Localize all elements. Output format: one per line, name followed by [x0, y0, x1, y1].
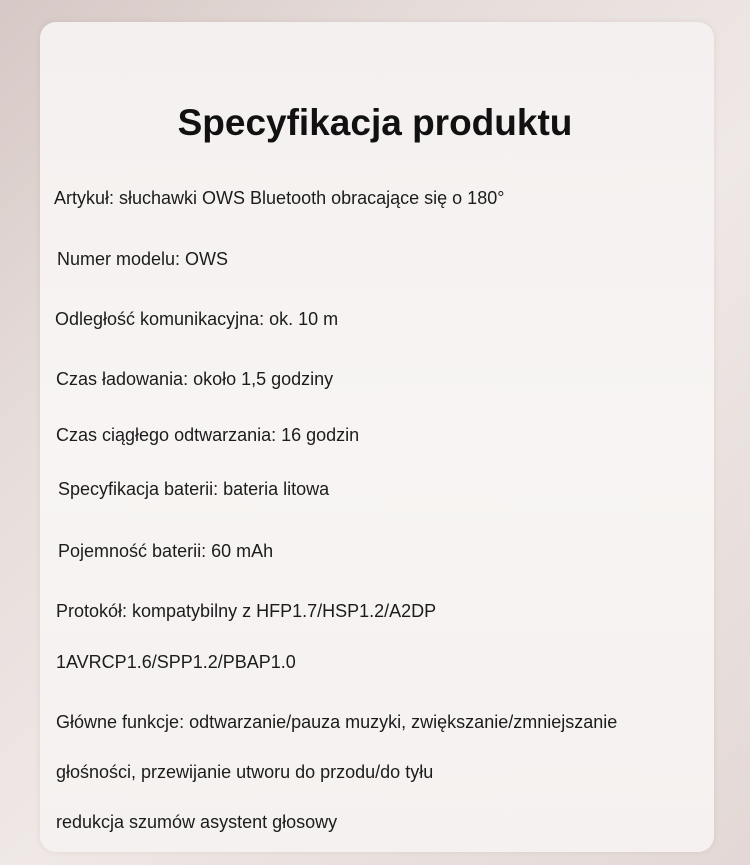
spec-line-charging-time: Czas ładowania: około 1,5 godziny	[56, 369, 334, 389]
page-title: Specyfikacja produktu	[177, 102, 573, 143]
spec-line-battery-type: Specyfikacja baterii: bateria litowa	[58, 479, 330, 499]
spec-line-protocol-cont: 1AVRCP1.6/SPP1.2/PBAP1.0	[56, 652, 296, 672]
spec-line-functions-extra: redukcja szumów asystent głosowy	[56, 812, 338, 832]
spec-line-functions: Główne funkcje: odtwarzanie/pauza muzyki, zwiększanie/zmniejszanie	[56, 712, 618, 732]
spec-line-functions-cont: głośności, przewijanie utworu do przodu/do tyłu	[56, 762, 434, 782]
spec-line-article: Artykuł: słuchawki OWS Bluetooth obracające się o 180°	[54, 188, 505, 208]
spec-line-playback-time: Czas ciągłego odtwarzania: 16 godzin	[56, 425, 360, 445]
spec-line-range: Odległość komunikacyjna: ok. 10 m	[55, 309, 339, 329]
spec-line-model: Numer modelu: OWS	[57, 249, 229, 269]
spec-line-battery-capacity: Pojemność baterii: 60 mAh	[58, 541, 274, 561]
spec-line-protocol: Protokół: kompatybilny z HFP1.7/HSP1.2/A2DP	[56, 601, 437, 621]
